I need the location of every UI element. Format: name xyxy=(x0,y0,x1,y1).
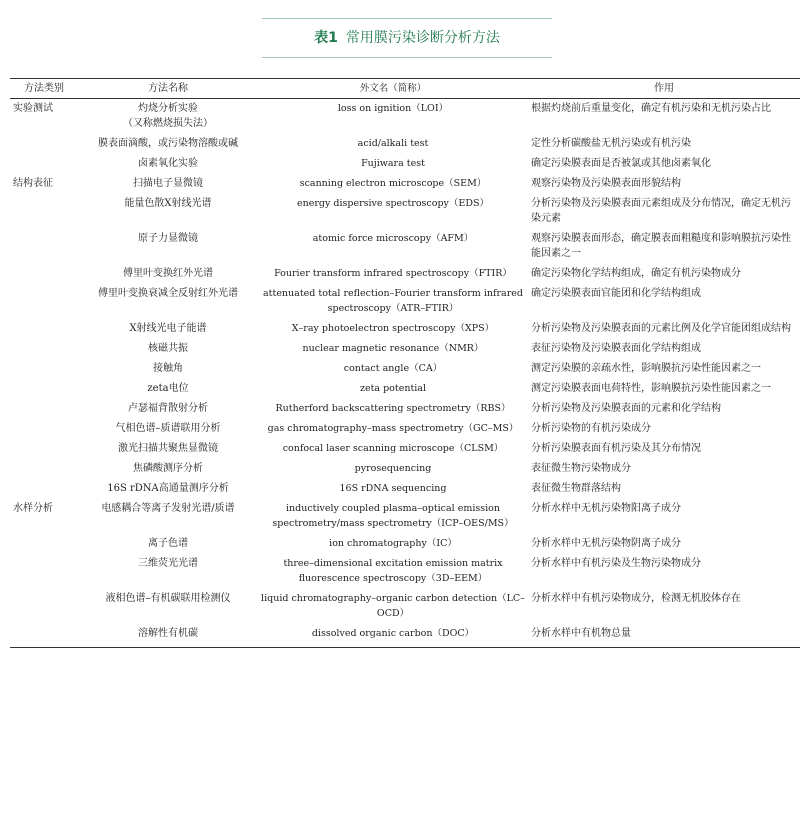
table-row xyxy=(10,439,800,459)
cell-english-name: Rutherford backscattering spectrometry（RBS） xyxy=(275,403,511,414)
table-row xyxy=(10,499,800,534)
cell-category xyxy=(10,229,78,264)
cell-method-name: 焦磷酸测序分析 xyxy=(133,463,203,474)
cell-method-name: 激光扫描共聚焦显微镜 xyxy=(118,443,218,454)
cell-english-name: contact angle（CA） xyxy=(343,363,443,374)
cell-category: 水样分析 xyxy=(13,503,53,514)
cell-method-name: 能量色散X射线光谱 xyxy=(124,198,212,209)
cell-category xyxy=(10,439,78,459)
table-row xyxy=(10,319,800,339)
cell-category xyxy=(10,419,78,439)
cell-english-name: inductively coupled plasma–optical emission spectrometry/mass spectrometry（ICP–OES/MS） xyxy=(272,503,514,529)
cell-method-name: 原子力显微镜 xyxy=(138,233,198,244)
cell-category xyxy=(10,359,78,379)
table-caption xyxy=(262,18,552,58)
cell-effect: 根据灼烧前后重量变化，确定有机污染和无机污染占比 xyxy=(531,103,771,114)
cell-english-name: atomic force microscopy（AFM） xyxy=(312,233,474,244)
cell-effect: 观察污染物及污染膜表面形貌结构 xyxy=(531,178,681,189)
table-row xyxy=(10,339,800,359)
cell-category xyxy=(10,339,78,359)
cell-effect: 分析污染物的有机污染成分 xyxy=(531,423,651,434)
cell-effect: 分析水样中无机污染物阳离子成分 xyxy=(531,503,681,514)
cell-method-name: 扫描电子显微镜 xyxy=(133,178,203,189)
cell-english-name: 16S rDNA sequencing xyxy=(339,483,447,494)
cell-english-name: acid/alkali test xyxy=(357,138,429,149)
cell-category xyxy=(10,534,78,554)
cell-category xyxy=(10,154,78,174)
table-row xyxy=(10,284,800,319)
cell-method-name: 卤素氧化实验 xyxy=(138,158,198,169)
table-row xyxy=(10,624,800,648)
cell-english-name: loss on ignition（LOI） xyxy=(337,103,449,114)
cell-method-name: 卢瑟福背散射分析 xyxy=(128,403,208,414)
cell-english-name: Fujiwara test xyxy=(361,158,425,169)
cell-english-name: dissolved organic carbon（DOC） xyxy=(258,624,528,648)
cell-english-name: confocal laser scanning microscope（CLSM） xyxy=(282,443,504,454)
cell-method-name: 三维荧光光谱 xyxy=(138,558,198,569)
table-row xyxy=(10,399,800,419)
cell-effect: 确定污染膜表面官能团和化学结构组成 xyxy=(531,288,701,299)
header-effect: 作用 xyxy=(528,79,800,99)
table-caption-title: 常用膜污染诊断分析方法 xyxy=(345,30,500,46)
cell-effect: 测定污染膜的亲疏水性，影响膜抗污染性能因素之一 xyxy=(531,363,761,374)
cell-effect: 分析污染物及污染膜表面的元素和化学结构 xyxy=(531,403,721,414)
table-row xyxy=(10,479,800,499)
cell-category: 实验测试 xyxy=(13,103,53,114)
cell-method-name: zeta电位 xyxy=(147,383,189,394)
cell-method-name: X射线光电子能谱 xyxy=(129,323,207,334)
cell-english-name: energy dispersive spectroscopy（EDS） xyxy=(297,198,489,209)
cell-category xyxy=(10,624,78,648)
table-row xyxy=(10,459,800,479)
cell-english-name: Fourier transform infrared spectroscopy（FTIR） xyxy=(274,268,512,279)
cell-effect: 分析污染膜表面有机污染及其分布情况 xyxy=(531,443,701,454)
cell-method-name: 傅里叶变换衰减全反射红外光谱 xyxy=(98,288,238,299)
cell-category xyxy=(10,264,78,284)
cell-english-name: scanning electron microscope（SEM） xyxy=(299,178,487,189)
cell-english-name: three–dimensional excitation emission matrix fluorescence spectroscopy（3D–EEM） xyxy=(283,558,503,584)
table-row xyxy=(10,154,800,174)
cell-effect: 分析水样中无机污染物阴离子成分 xyxy=(531,538,681,549)
cell-effect: 确定污染膜表面是否被氯或其他卤素氧化 xyxy=(531,158,711,169)
cell-effect: 定性分析碳酸盐无机污染或有机污染 xyxy=(531,138,691,149)
cell-category xyxy=(10,379,78,399)
cell-effect: 分析水样中有机污染物成分，检测无机胶体存在 xyxy=(531,593,741,604)
cell-effect: 分析污染物及污染膜表面的元素比例及化学官能团组成结构 xyxy=(531,323,791,334)
cell-method-name: 核磁共振 xyxy=(148,343,188,354)
cell-effect: 测定污染膜表面电荷特性，影响膜抗污染性能因素之一 xyxy=(531,383,771,394)
cell-method-name: 灼烧分析实验 （又称燃烧损失法） xyxy=(123,103,213,129)
header-english-name: 外文名（简称） xyxy=(258,79,528,99)
table-header-row xyxy=(10,79,800,99)
table-body xyxy=(10,99,800,648)
cell-effect: 表征污染物及污染膜表面化学结构组成 xyxy=(531,343,701,354)
cell-method-name: 离子色谱 xyxy=(148,538,188,549)
cell-category xyxy=(10,284,78,319)
table-row xyxy=(10,194,800,229)
cell-category xyxy=(10,319,78,339)
table-row xyxy=(10,534,800,554)
cell-method-name: 电感耦合等离子发射光谱/质谱 xyxy=(101,503,235,514)
table-row xyxy=(10,174,800,194)
cell-category xyxy=(10,554,78,589)
cell-english-name: X–ray photoelectron spectroscopy（XPS） xyxy=(291,323,495,334)
cell-english-name: pyrosequencing xyxy=(354,463,432,474)
cell-effect: 表征微生物群落结构 xyxy=(531,483,621,494)
cell-effect: 分析污染物及污染膜表面元素组成及分布情况，确定无机污染元素 xyxy=(531,198,791,224)
cell-category xyxy=(10,194,78,229)
table-row xyxy=(10,589,800,624)
cell-category xyxy=(10,459,78,479)
cell-method-name: 气相色谱–质谱联用分析 xyxy=(115,423,221,434)
header-category: 方法类别 xyxy=(10,79,78,99)
cell-category xyxy=(10,589,78,624)
table-row xyxy=(10,419,800,439)
table-row xyxy=(10,554,800,589)
cell-method-name: 溶解性有机碳 xyxy=(78,624,258,648)
cell-english-name: gas chromatography–mass spectrometry（GC–MS） xyxy=(267,423,519,434)
table-row xyxy=(10,99,800,135)
table-caption-number: 表1 xyxy=(314,30,338,46)
table-row xyxy=(10,264,800,284)
cell-method-name: 液相色谱–有机碳联用检测仪 xyxy=(105,593,231,604)
cell-effect: 表征微生物污染物成分 xyxy=(531,463,631,474)
cell-category xyxy=(10,134,78,154)
table-row xyxy=(10,359,800,379)
cell-category xyxy=(10,399,78,419)
cell-category xyxy=(10,479,78,499)
methods-table xyxy=(10,78,800,648)
cell-effect: 观察污染膜表面形态，确定膜表面粗糙度和影响膜抗污染性能因素之一 xyxy=(531,233,791,259)
cell-english-name: liquid chromatography–organic carbon detection（LC–OCD） xyxy=(261,593,525,619)
table-row xyxy=(10,134,800,154)
cell-method-name: 傅里叶变换红外光谱 xyxy=(123,268,213,279)
cell-effect: 分析水样中有机污染及生物污染物成分 xyxy=(531,558,701,569)
header-method-name: 方法名称 xyxy=(78,79,258,99)
cell-english-name: nuclear magnetic resonance（NMR） xyxy=(302,343,484,354)
cell-method-name: 接触角 xyxy=(153,363,183,374)
cell-effect: 确定污染物化学结构组成，确定有机污染物成分 xyxy=(531,268,741,279)
cell-english-name: zeta potential xyxy=(359,383,427,394)
cell-english-name: ion chromatography（IC） xyxy=(329,538,457,549)
table-row xyxy=(10,379,800,399)
table-row xyxy=(10,229,800,264)
cell-english-name: attenuated total reflection–Fourier transform infrared spectroscopy（ATR–FTIR） xyxy=(263,288,523,314)
cell-category: 结构表征 xyxy=(13,178,53,189)
cell-method-name: 膜表面滴酸，或污染物溶酸或碱 xyxy=(98,138,238,149)
cell-method-name: 16S rDNA高通量测序分析 xyxy=(107,483,229,494)
cell-effect: 分析水样中有机物总量 xyxy=(528,624,800,648)
